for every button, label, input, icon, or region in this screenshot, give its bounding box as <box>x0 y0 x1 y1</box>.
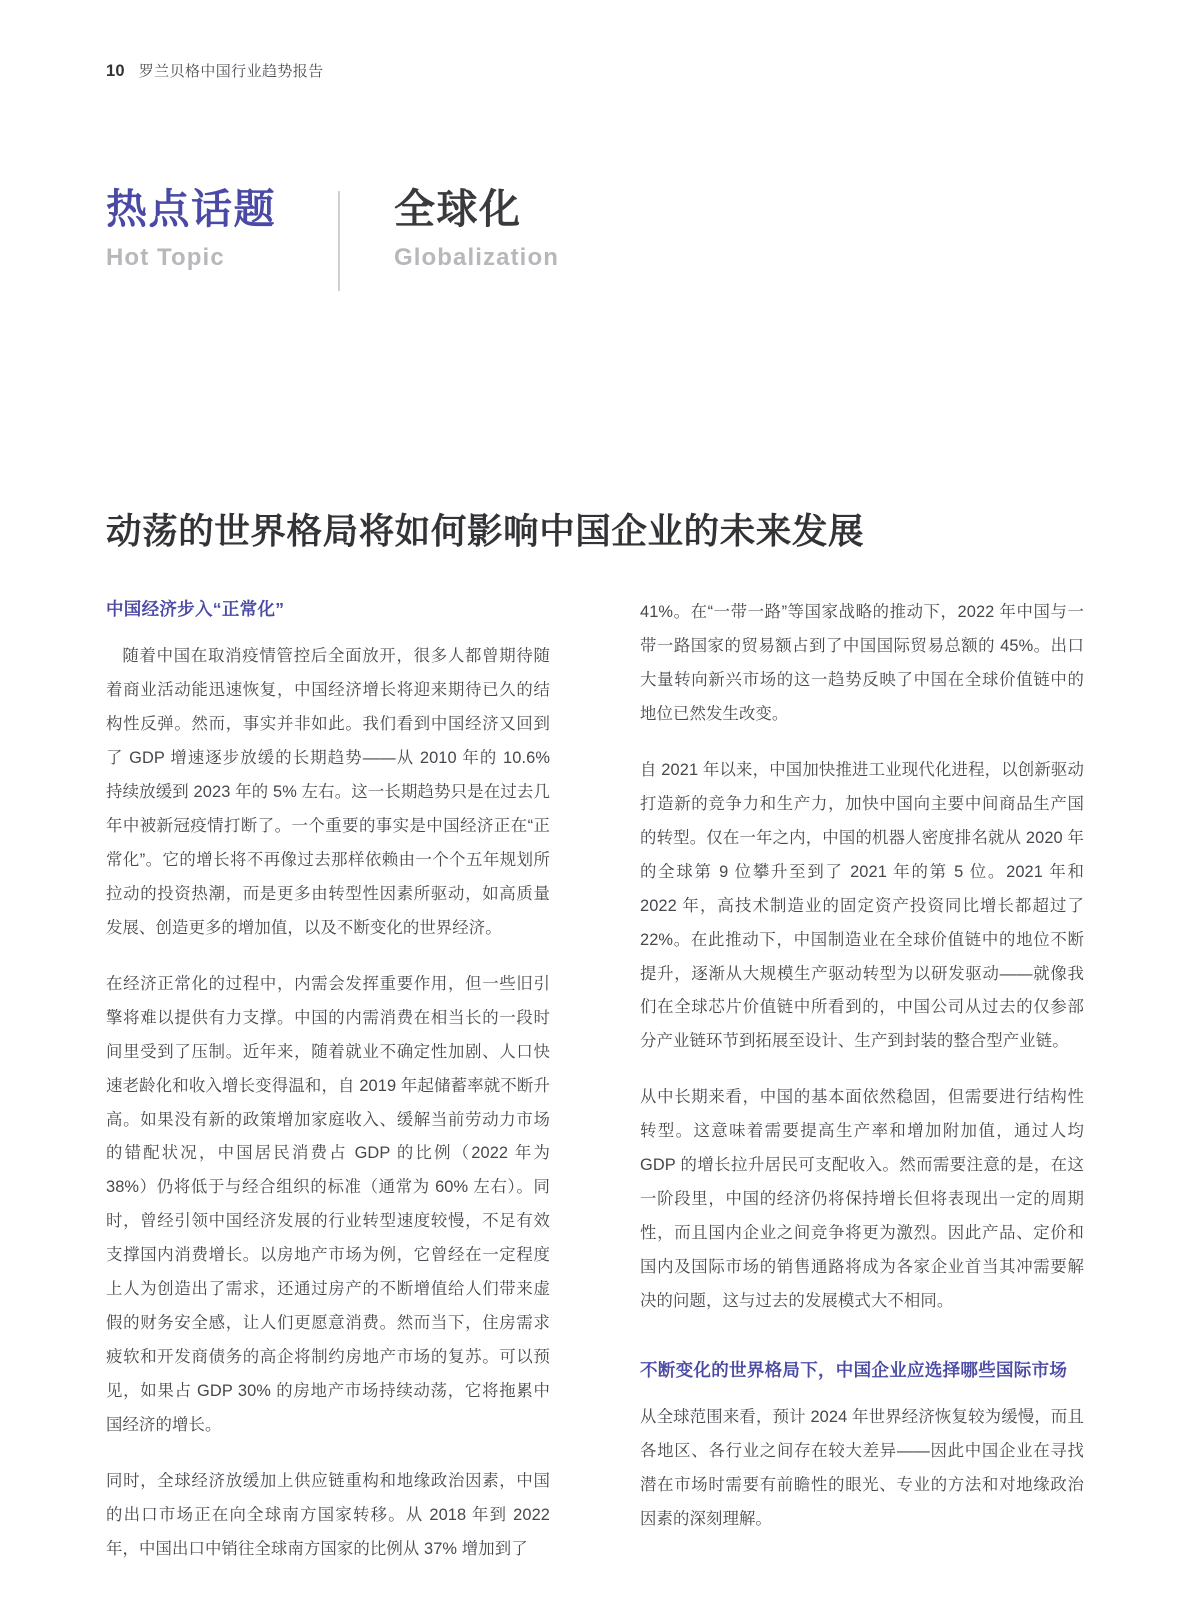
article-headline: 动荡的世界格局将如何影响中国企业的未来发展 <box>106 510 865 551</box>
page-number: 10 <box>106 62 125 80</box>
topic-label-cn: 热点话题 <box>106 186 276 232</box>
topic-globalization <box>394 185 694 295</box>
right-column-subheading: 不断变化的世界格局下，中国企业应选择哪些国际市场 <box>640 1360 1068 1381</box>
running-header <box>106 60 324 81</box>
topic-value-cn: 全球化 <box>394 186 522 232</box>
right-column <box>640 596 1084 1567</box>
paragraph: 从全球范围来看，预计 2024 年世界经济恢复较为缓慢，而且各地区、各行业之间存在较大差异——因此中国企业在寻找潜在市场时需要有前瞻性的眼光、专业的方法和对地缘政治因素的深刻理解。 <box>640 1408 1084 1529</box>
publication-title: 罗兰贝格中国行业趋势报告 <box>138 63 324 80</box>
topic-value-en: Globalization <box>394 244 559 272</box>
paragraph: 41%。在“一带一路”等国家战略的推动下，2022 年中国与一带一路国家的贸易额占到了中国国际贸易总额的 45%。出口大量转向新兴市场的这一趋势反映了中国在全球价值链中的地位已然发生改变。 <box>640 603 1084 723</box>
paragraph: 在经济正常化的过程中，内需会发挥重要作用，但一些旧引擎将难以提供有力支撑。中国的内需消费在相当长的一段时间里受到了压制。近年来，随着就业不确定性加剧、人口快速老龄化和收入增长变得温和，自 2019 年起储蓄率就不断升高。如果没有新的政策增加家庭收入、缓解当前劳动力市场的错配状况，中国居民消费占 GDP 的比例（2022 年为 38%）仍将低于与经合组织的标准（通常为 60% 左右）。同时，曾经引领中国经济发展的行业转型速度较慢，不足有效支撑国内消费增长。以房地产市场为例，它曾经在一定程度上人为创造出了需求，还通过房产的不断增值给人们带来虚假的财务安全感，让人们更愿意消费。然而当下，住房需求疲软和开发商债务的高企将制约房地产市场的复苏。可以预见，如果占 GDP 30% 的房地产市场持续动荡，它将拖累中国经济的增长。 <box>106 974 550 1435</box>
left-column-subheading: 中国经济步入“正常化” <box>106 599 285 619</box>
paragraph: 自 2021 年以来，中国加快推进工业现代化进程，以创新驱动打造新的竞争力和生产力，加快中国向主要中间商品生产国的转型。仅在一年之内，中国的机器人密度排名就从 2020 年的全球第 9 位攀升至到了 2021 年的第 5 位。2021 年和 2022 年，高技术制造业的固定资产投资同比增长都超过了 22%。在此推动下，中国制造业在全球价值链中的地位不断提升，逐渐从大规模生产驱动转型为以研发驱动——就像我们在全球芯片价值链中所看到的，中国公司从过去的仅参部分产业链环节到拓展至设计、生产到封装的整合型产业链。 <box>640 760 1084 1051</box>
vertical-divider <box>338 191 340 291</box>
topic-label-en: Hot Topic <box>106 244 225 272</box>
topic-hot-topic <box>106 185 338 295</box>
paragraph: 从中长期来看，中国的基本面依然稳固，但需要进行结构性转型。这意味着需要提高生产率和增加附加值，通过人均 GDP 的增长拉升居民可支配收入。然而需要注意的是，在这一阶段里，中国的经济仍将保持增长但将表现出一定的周期性，而且国内企业之间竞争将更为激烈。因此产品、定价和国内及国际市场的销售通路将成为各家企业首当其冲需要解决的问题，这与过去的发展模式大不相同。 <box>640 1088 1084 1311</box>
topic-block <box>106 185 694 295</box>
paragraph: 随着中国在取消疫情管控后全面放开，很多人都曾期待随着商业活动能迅速恢复，中国经济增长将迎来期待已久的结构性反弹。然而，事实并非如此。我们看到中国经济又回到了 GDP 增速逐步放缓的长期趋势——从 2010 年的 10.6% 持续放缓到 2023 年的 5% 左右。这一长期趋势只是在过去几年中被新冠疫情打断了。一个重要的事实是中国经济正在“正常化”。它的增长将不再像过去那样依赖由一个个五年规划所拉动的投资热潮，而是更多由转型性因素所驱动，如高质量发展、创造更多的增加值，以及不断变化的世界经济。 <box>106 647 550 937</box>
left-column <box>106 596 550 1567</box>
paragraph: 同时，全球经济放缓加上供应链重构和地缘政治因素，中国的出口市场正在向全球南方国家转移。从 2018 年到 2022 年，中国出口中销往全球南方国家的比例从 37% 增加到了 <box>106 1472 550 1558</box>
article-body <box>106 596 1084 1567</box>
